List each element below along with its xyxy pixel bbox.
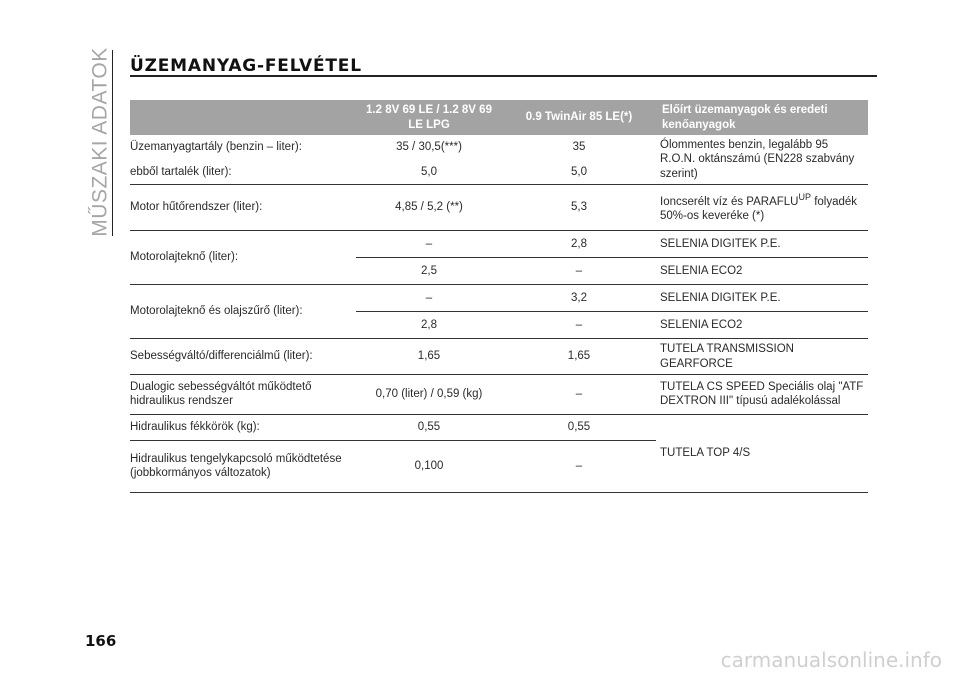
row-value: – [502, 312, 656, 339]
row-spec: TUTELA TRANSMISSION GEARFORCE [656, 339, 868, 375]
row-value: 5,3 [502, 185, 656, 231]
spec-brake: TUTELA TOP 4/S [656, 414, 868, 492]
row-value: 35 / 30,5(***) [396, 141, 462, 154]
row-value: 5,0 [502, 160, 656, 185]
header-item [130, 100, 356, 135]
row-spec: SELENIA DIGITEK P.E. [656, 285, 868, 312]
row-value: 0,70 (liter) / 0,59 (kg) [356, 374, 502, 414]
header-engine-2: 0.9 TwinAir 85 LE(*) [502, 100, 656, 135]
row-value: – [502, 258, 656, 285]
row-value: 1,65 [356, 339, 502, 375]
table-row [130, 339, 868, 375]
row-value: 2,8 [502, 231, 656, 258]
row-label: Motorolajteknő és olajszűrő (liter): [130, 285, 356, 339]
row-value: 0,55 [356, 414, 502, 440]
fluid-capacity-table [130, 100, 868, 493]
row-label: Motor hűtőrendszer (liter): [130, 185, 356, 231]
title-underline [130, 75, 877, 77]
row-label: Hidraulikus fékkörök (kg): [130, 414, 356, 440]
spec-coolant [656, 185, 868, 231]
row-value: 1,65 [502, 339, 656, 375]
table-row [130, 414, 868, 440]
row-label: Motorolajteknő (liter): [130, 231, 356, 285]
row-value: 4,85 / 5,2 (**) [356, 185, 502, 231]
side-divider [112, 50, 113, 236]
row-label: Hidraulikus tengelykapcsoló működtetése (jobbkormányos változatok) [130, 440, 356, 492]
spec-coolant-superscript: UP [798, 191, 811, 202]
row-value: 2,5 [356, 258, 502, 285]
row-spec: SELENIA DIGITEK P.E. [656, 231, 868, 258]
section-side-tab [90, 48, 112, 236]
row-spec: SELENIA ECO2 [656, 258, 868, 285]
row-value: – [356, 231, 502, 258]
row-value: – [502, 374, 656, 414]
spec-coolant-text-end: folyadék 50%-os keveréke (*) [660, 195, 858, 223]
table-row [130, 374, 868, 414]
row-spec: SELENIA ECO2 [656, 312, 868, 339]
row-spec: TUTELA CS SPEED Speciális olaj "ATF DEXTRON III" típusú adalékolással [656, 374, 868, 414]
row-label: ebből tartalék (liter): [130, 160, 356, 185]
watermark: carmanualsonline.info [720, 648, 942, 672]
page-title: ÜZEMANYAG-FELVÉTEL [130, 56, 362, 76]
table-row [130, 135, 868, 160]
spec-fuel: Ólommentes benzin, legalább 95 R.O.N. oktánszámú (EN228 szabvány szerint) [656, 135, 868, 185]
table-row [130, 185, 868, 231]
row-label: Sebességváltó/differenciálmű (liter): [130, 339, 356, 375]
row-value: 3,2 [502, 285, 656, 312]
row-label: Dualogic sebességváltót működtető hidraulikus rendszer [130, 374, 356, 414]
page-number: 166 [85, 632, 117, 650]
row-value: – [356, 285, 502, 312]
row-value: 2,8 [356, 312, 502, 339]
row-value: 5,0 [356, 160, 502, 185]
table-row [130, 285, 868, 312]
table-row [130, 231, 868, 258]
row-label: Üzemanyagtartály (benzin – liter): [130, 141, 302, 154]
header-specification: Előírt üzemanyagok és eredeti kenőanyagok [656, 100, 868, 135]
section-side-tab-label: MŰSZAKI ADATOK [89, 47, 112, 237]
row-value: 35 [572, 141, 586, 154]
row-value: 0,55 [502, 414, 656, 440]
table-header-row [130, 100, 868, 135]
row-value: – [502, 440, 656, 492]
row-value: 0,100 [356, 440, 502, 492]
header-engine-1: 1.2 8V 69 LE / 1.2 8V 69 LE LPG [356, 100, 502, 135]
spec-coolant-text: Ioncserélt víz és PARAFLU [660, 195, 799, 208]
